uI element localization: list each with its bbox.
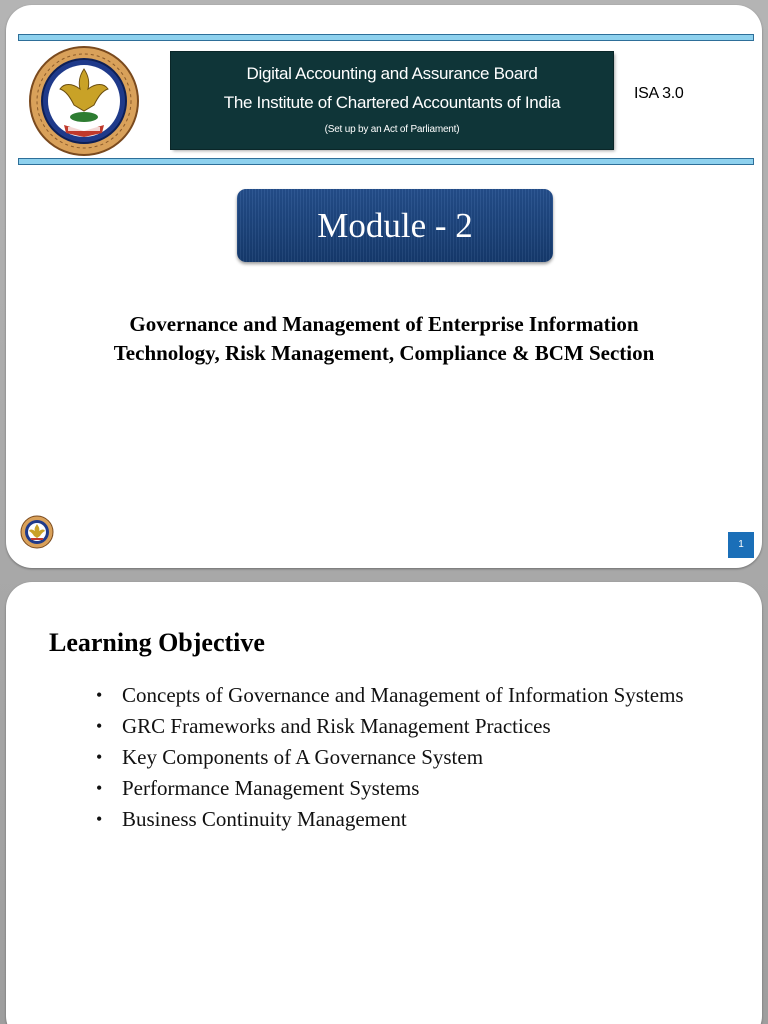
list-item: • Key Components of A Governance System [94, 742, 694, 773]
objectives-list [94, 680, 694, 835]
learning-objective-slide [6, 582, 762, 1024]
top-accent-bar [18, 34, 754, 41]
module-title-badge: Module - 2 [237, 189, 553, 262]
module-subtitle [36, 310, 732, 368]
banner-board-name: Digital Accounting and Assurance Board [246, 64, 538, 83]
learning-objective-heading: Learning Objective [49, 628, 265, 657]
isa-version-label: ISA 3.0 [634, 85, 684, 102]
institute-banner [171, 52, 613, 149]
subtitle-line-1: Governance and Management of Enterprise Information [129, 312, 639, 336]
icai-emblem-icon [28, 45, 140, 157]
page-number-badge: 1 [728, 532, 754, 558]
list-item: • GRC Frameworks and Risk Management Practices [94, 711, 694, 742]
title-slide [6, 5, 762, 568]
banner-parliament-note: (Set up by an Act of Parliament) [324, 124, 460, 135]
icai-emblem-small-icon [20, 515, 54, 549]
list-item: • Performance Management Systems [94, 773, 694, 804]
list-item: • Concepts of Governance and Management of Information Systems [94, 680, 694, 711]
subtitle-line-2: Technology, Risk Management, Compliance & BCM Section [113, 341, 655, 365]
bottom-accent-bar [18, 158, 754, 165]
banner-institute-name: The Institute of Chartered Accountants of India [223, 93, 561, 112]
list-item: • Business Continuity Management [94, 804, 694, 835]
